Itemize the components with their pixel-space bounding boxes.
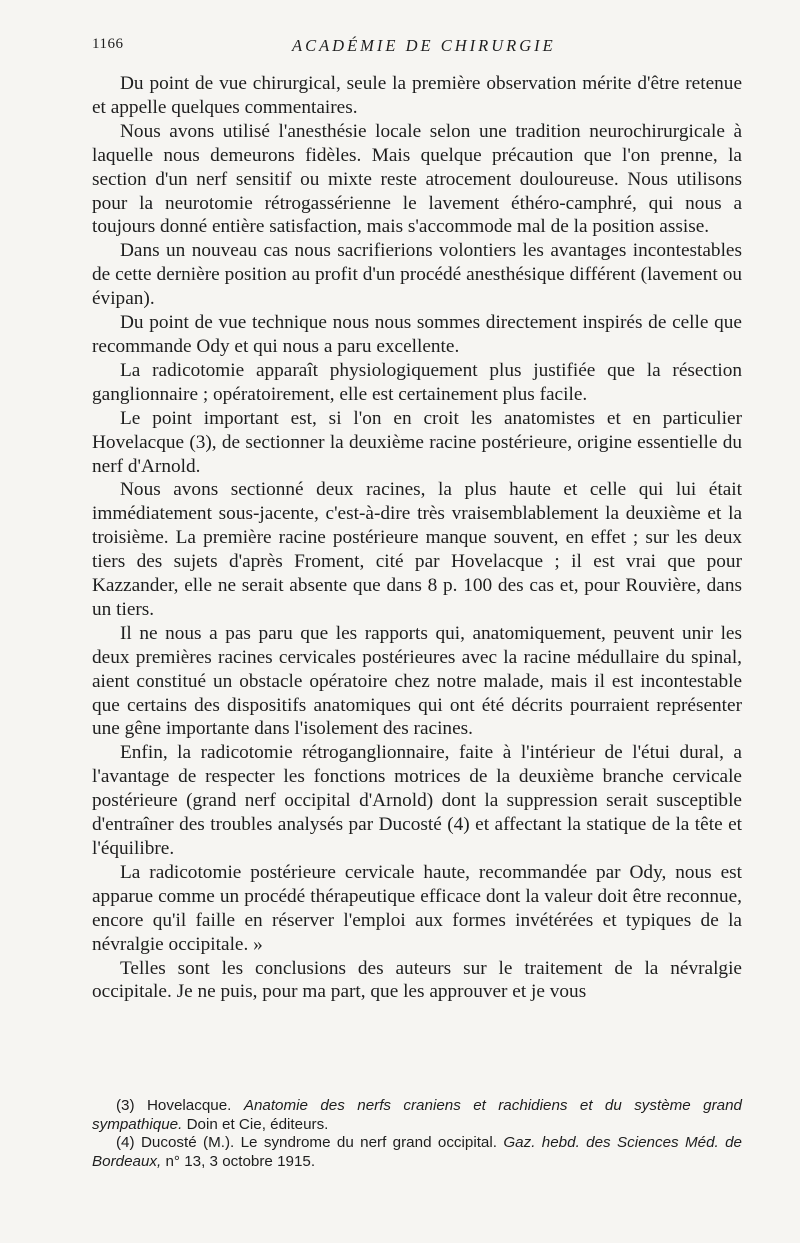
paragraph: Il ne nous a pas paru que les rapports qui, anatomiquement, peuvent unir les deux premières racines cervicales postérieures avec la racine médullaire du spinal, aient constitué un obstacle opératoire chez notre malade, mais il est incontestable que certains des dispositifs anatomiques qui ont été décrits pourraient représenter une gêne importante dans l'isolement des racines.	[92, 622, 742, 740]
footnote-journal: Gaz. hebd. des Sciences Méd. de Bordeaux,	[92, 1134, 742, 1170]
footnote-number: (4)	[116, 1134, 135, 1151]
footnote-author: Ducosté (M.).	[140, 1134, 235, 1151]
running-title: ACADÉMIE DE CHIRURGIE	[292, 36, 556, 55]
paragraph: Du point de vue technique nous nous sommes directement inspirés de celle que recommande Ody et qui nous a paru excellente.	[92, 312, 742, 357]
footnotes	[92, 1097, 742, 1171]
footnote-publisher: Doin et Cie, éditeurs.	[186, 1115, 329, 1133]
footnote-number: (3)	[116, 1097, 135, 1114]
paragraph: Nous avons utilisé l'anesthésie locale selon une tradition neurochirurgicale à laquelle nous demeurons fidèles. Mais quelque précaution que l'on prenne, la section d'un nerf sensitif ou mixte reste atrocement douloureuse. Nous utilisons pour la neurotomie rétrogassérienne le lavement éthéro-camphré, qui nous a toujours donné entière satisfaction, mais s'accommode mal de la position assise.	[92, 120, 742, 238]
paragraph: Dans un nouveau cas nous sacrifierions volontiers les avantages incontestables de cette dernière position au profit d'un procédé anesthésique différent (lavement ou évipan).	[92, 240, 742, 310]
footnote-4	[92, 1134, 742, 1171]
footnote-author: Hovelacque.	[146, 1097, 232, 1114]
paragraph: Telles sont les conclusions des auteurs sur le traitement de la névralgie occipitale. Je ne puis, pour ma part, que les approuver et je vous	[92, 957, 742, 1003]
footnote-title: Anatomie des nerfs craniens et rachidiens et du système grand sympathique.	[92, 1097, 742, 1133]
paragraph: Du point de vue chirurgical, seule la première observation mérite d'être retenue et appelle quelques commentaires.	[92, 73, 742, 118]
body-text	[92, 72, 742, 1004]
footnote-3	[92, 1097, 742, 1134]
paragraph: La radicotomie postérieure cervicale haute, recommandée par Ody, nous est apparue comme un procédé thérapeutique efficace dont la valeur doit être reconnue, encore qu'il faille en réserver l'emploi aux formes invétérées et typiques de la névralgie occipitale. »	[92, 861, 742, 955]
paragraph: Enfin, la radicotomie rétroganglionnaire, faite à l'intérieur de l'étui dural, a l'avantage de respecter les fonctions motrices de la deuxième branche cervicale postérieure (grand nerf occipital d'Arnold) dont la suppression serait susceptible d'entraîner des troubles analysés par Ducosté (4) et affectant la statique de la tête et l'équilibre.	[92, 742, 742, 859]
paragraph: Nous avons sectionné deux racines, la plus haute et celle qui lui était immédiatement sous-jacente, c'est-à-dire très vraisemblablement la deuxième et la troisième. La première racine postérieure manque souvent, en effet ; sur les deux tiers des sujets d'après Froment, cité par Hovelacque ; il est vrai que pour Kazzander, elle ne serait absente que dans 8 p. 100 des cas et, pour Rouvière, dans un tiers.	[92, 479, 742, 620]
paragraph: Le point important est, si l'on en croit les anatomistes et en particulier Hovelacque (3), de sectionner la deuxième racine postérieure, origine essentielle du nerf d'Arnold.	[92, 407, 742, 477]
paragraph: La radicotomie apparaît physiologiquement plus justifiée que la résection ganglionnaire ; opératoirement, elle est certainement plus facile.	[92, 359, 742, 405]
page-header	[92, 36, 742, 62]
page-number: 1166	[92, 36, 124, 52]
footnote-issue: n° 13, 3 octobre 1915.	[165, 1152, 316, 1170]
footnote-title: Le syndrome du nerf grand occipital.	[240, 1134, 497, 1151]
